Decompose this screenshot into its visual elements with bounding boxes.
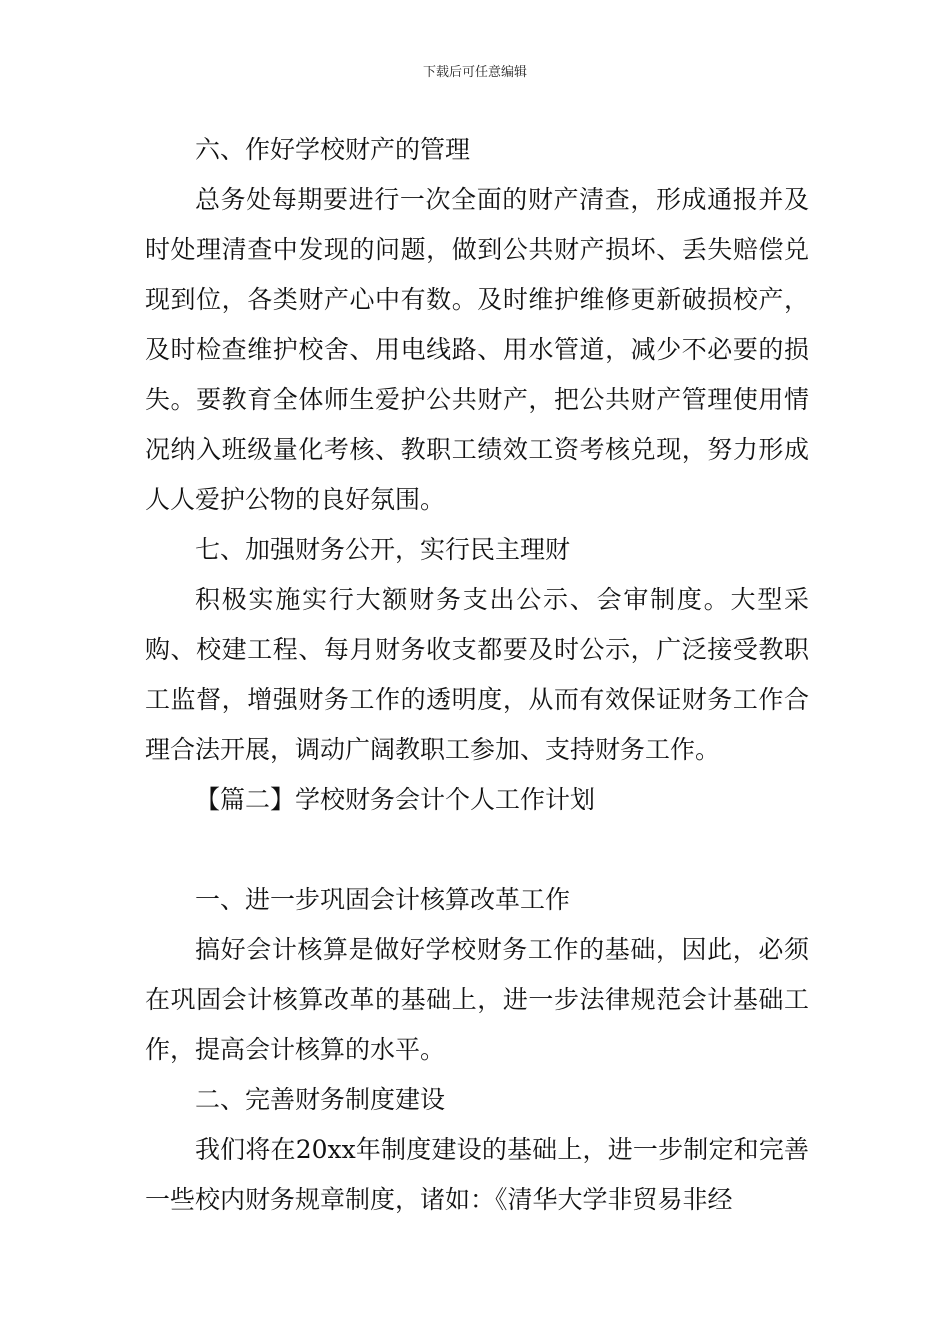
section-paragraph-6: 总务处每期要进行一次全面的财产清查，形成通报并及时处理清查中发现的问题，做到公共财产损坏、丢失赔偿兑现到位，各类财产心中有数。及时维护维修更新破损校产，及时检查维护校舍、用电线路、用水管道，减少不必要的损失。要教育全体师生爱护公共财产，把公共财产管理使用情况纳入班级量化考核、教职工绩效工资考核兑现，努力形成人人爱护公物的良好氛围。 [145, 185, 809, 514]
section-paragraph-7: 积极实施实行大额财务支出公示、会审制度。大型采购、校建工程、每月财务收支都要及时公示，广泛接受教职工监督，增强财务工作的透明度，从而有效保证财务工作合理合法开展，调动广阔教职工参加、支持财务工作。 [145, 585, 809, 764]
part-two-title: 【篇二】学校财务会计个人工作计划 [195, 785, 596, 814]
part-two-heading-2: 二、完善财务制度建设 [195, 1085, 446, 1114]
blank-line [145, 825, 809, 875]
section-heading-6: 六、作好学校财产的管理 [195, 135, 471, 164]
part-two-paragraph-2: 我们将在20xx年制度建设的基础上，进一步制定和完善一些校内财务规章制度，诸如：《清华大学非贸易非经 [145, 1135, 809, 1214]
download-note: 下载后可任意编辑 [422, 65, 527, 80]
document-body [145, 125, 809, 1225]
part-two-paragraph-1: 搞好会计核算是做好学校财务工作的基础，因此，必须在巩固会计核算改革的基础上，进一步法律规范会计基础工作，提高会计核算的水平。 [145, 935, 809, 1064]
section-heading-7: 七、加强财务公开，实行民主理财 [195, 535, 571, 564]
part-two-heading-1: 一、进一步巩固会计核算改革工作 [195, 885, 571, 914]
